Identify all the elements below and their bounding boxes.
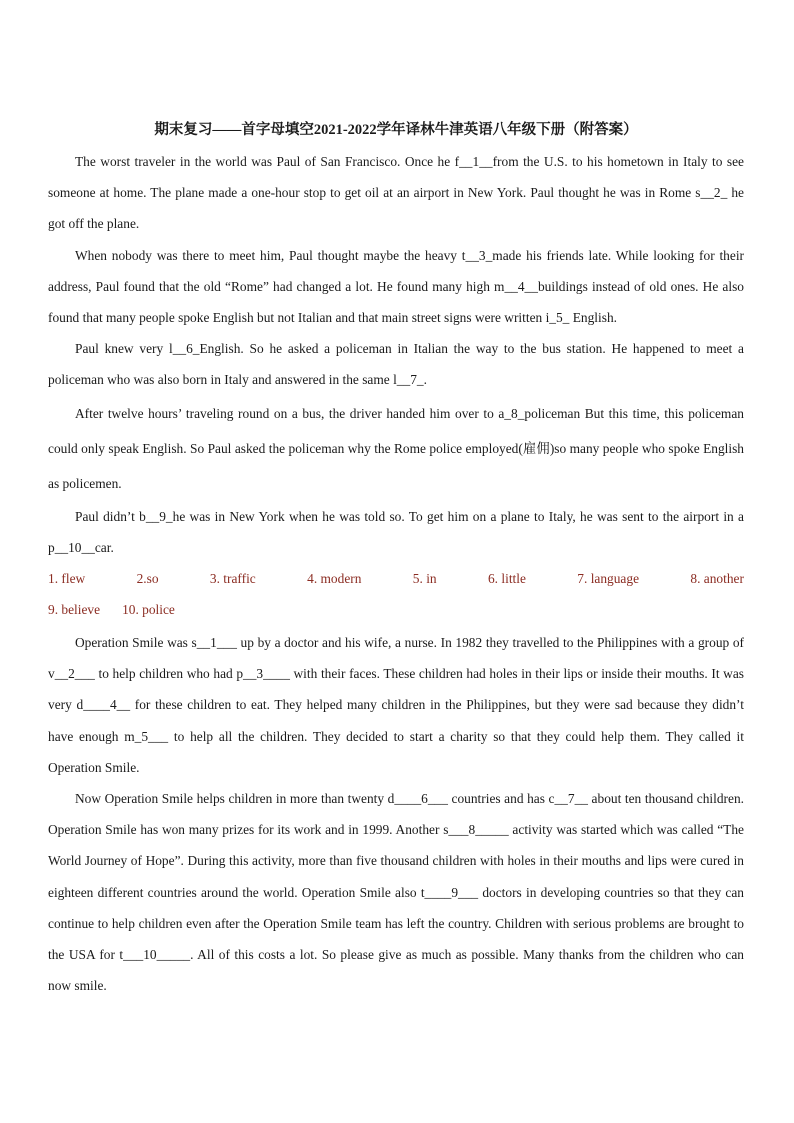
passage1-paragraph-4: After twelve hours’ traveling round on a bus, the driver handed him over to a_8_policeman But this time, this policeman could only speak English. So Paul asked the policeman why the Rome police employed(雇佣)so many people who spoke English as policemen. (48, 405, 744, 491)
answer-key-row-2 (48, 594, 744, 625)
answer-3: 3. traffic (209, 571, 256, 587)
answer-5: 5. in (412, 571, 437, 587)
passage1-paragraph-2: When nobody was there to meet him, Paul thought maybe the heavy t__3_made his friends late. While looking for their address, Paul found that the old “Rome” had changed a lot. He found many high m__4__buildings instead of old ones. He also found that many people spoke English but not Italian and that main street signs were written i_5_ English. (48, 247, 744, 326)
answer-7: 7. language (577, 571, 640, 587)
document-title: 期末复习——首字母填空2021-2022学年译林牛津英语八年级下册（附答案） (154, 122, 638, 138)
passage2-paragraph-2: Now Operation Smile helps children in more than twenty d____6___ countries and has c__7__ about ten thousand children. Operation Smile has won many prizes for its work and in 1999. Another s___8_____ activity was started which was called “The World Journey of Hope”. During this activity, more than five thousand children with holes in their mouths and lips were cured in eighteen different countries around the world. Operation Smile also t____9___ doctors in developing countries so that they can continue to help children even after the Operation Smile team has left the country. Children with serious problems are brought to the USA for t___10_____. All of this costs a lot. So please give as much as possible. Many thanks from the children who can now smile. (48, 791, 744, 994)
passage1-paragraph-3: Paul knew very l__6_English. So he asked a policeman in Italian the way to the bus station. He happened to meet a policeman who was also born in Italy and answered in the same l__7_. (48, 341, 744, 388)
answer-key-row-1 (48, 563, 744, 594)
answer-9: 9. believe (48, 602, 101, 618)
answer-6: 6. little (487, 571, 526, 587)
answer-8: 8. another (690, 571, 744, 587)
passage1-paragraph-1: The worst traveler in the world was Paul of San Francisco. Once he f__1__from the U.S. to his hometown in Italy to see someone at home. The plane made a one-hour stop to get oil at an airport in New York. Paul thought he was in Rome s__2_ he got off the plane. (48, 154, 744, 232)
answer-10: 10. police (122, 602, 175, 618)
document-page (48, 118, 744, 1001)
answer-1: 1. flew (48, 571, 86, 587)
answer-2: 2.so (136, 571, 159, 587)
passage2-paragraph-1: Operation Smile was s__1___ up by a doctor and his wife, a nurse. In 1982 they travelled to the Philippines with a group of v__2___ to help children who had p__3____ with their faces. These children had holes in their lips or inside their mouths. It was very d____4__ for these children to eat. They helped many children in the Philippines, but they were sad because they didn’t have enough m_5___ to help all the children. They decided to start a charity so that they could help them. They called it Operation Smile. (48, 635, 744, 775)
answer-4: 4. modern (307, 571, 362, 587)
passage1-paragraph-5: Paul didn’t b__9_he was in New York when he was told so. To get him on a plane to Italy, he was sent to the airport in a p__10__car. (48, 508, 744, 555)
